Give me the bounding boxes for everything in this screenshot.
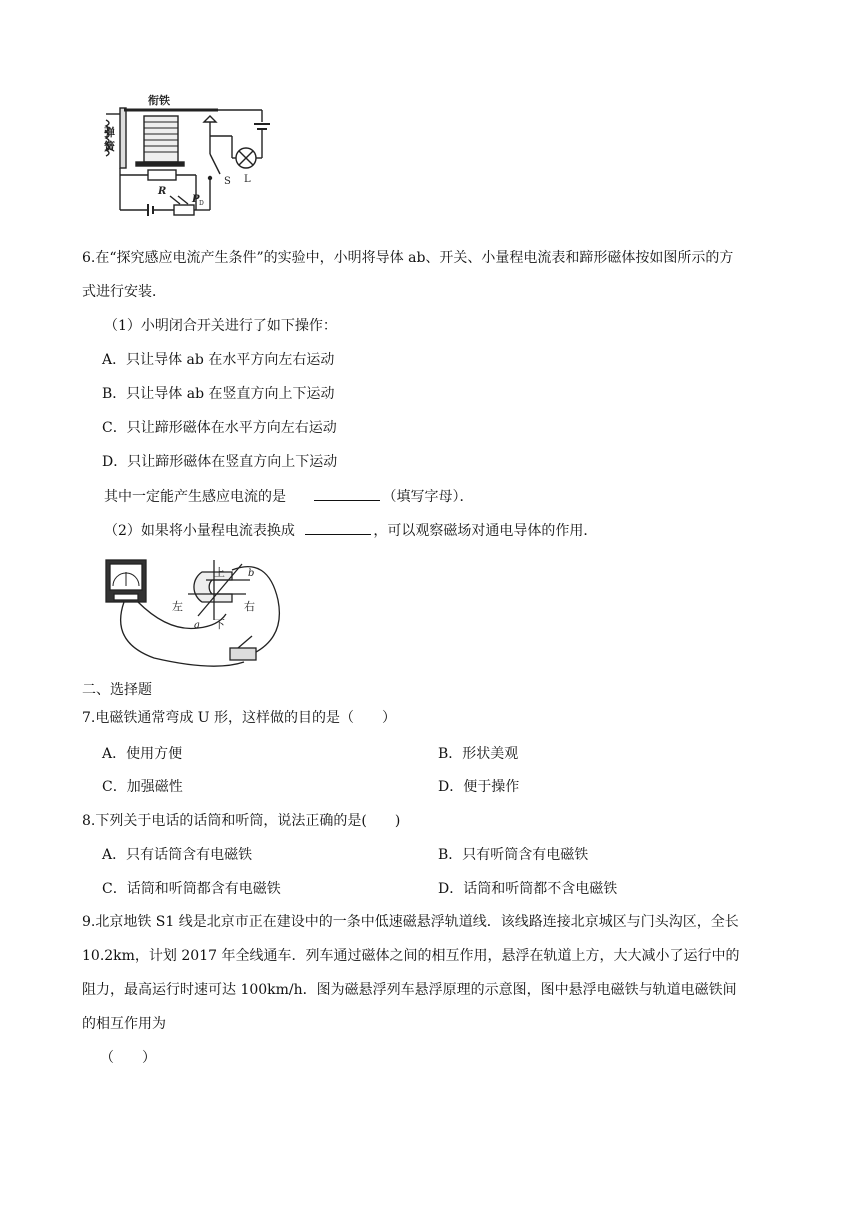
- q6-stem-line1: [82, 248, 733, 268]
- q6-number: 6.: [82, 250, 96, 266]
- q8-option-c[interactable]: C．话筒和听筒都含有电磁铁: [102, 881, 281, 897]
- armature-label: 衔铁: [148, 94, 170, 107]
- q7-stem: 7.电磁铁通常弯成 U 形，这样做的目的是（ ）: [82, 710, 397, 726]
- q8-option-b[interactable]: B．只有听筒含有电磁铁: [438, 847, 589, 863]
- direction-left-label: 左: [172, 600, 183, 613]
- photoresistor-label: P: [192, 194, 200, 205]
- q7-option-b[interactable]: B．形状美观: [438, 746, 519, 762]
- q7-option-c[interactable]: C．加强磁性: [102, 779, 183, 795]
- q8-option-d[interactable]: D．话筒和听筒都不含电磁铁: [438, 881, 618, 897]
- q6-answer-blank[interactable]: [314, 486, 380, 501]
- conductor-end-a: a: [194, 620, 200, 631]
- q6-part1: （1）小明闭合开关进行了如下操作：: [104, 318, 337, 334]
- section-title: 二、选择题: [82, 682, 152, 698]
- q6-answer-line: [104, 486, 473, 507]
- direction-right-label: 右: [244, 600, 255, 613]
- direction-down-label: 下: [214, 618, 225, 631]
- q6-part2-blank[interactable]: [305, 520, 371, 535]
- photoresistor-subscript: D: [199, 200, 204, 207]
- q6-part2-suffix: ，可以观察磁场对通电导体的作用．: [373, 523, 598, 539]
- q9-answer-bracket: （ ）: [100, 1050, 156, 1066]
- q6-option-d: D．只让蹄形磁体在竖直方向上下运动: [102, 454, 338, 470]
- q7-option-a[interactable]: A．使用方便: [102, 746, 183, 762]
- direction-up-label: 上: [214, 566, 225, 579]
- q6-answer-suffix: （填写字母）．: [382, 489, 474, 505]
- lamp-label: L: [244, 174, 251, 185]
- spring-label-2: 簧: [104, 140, 115, 153]
- q9-line4: 的相互作用为: [82, 1016, 166, 1032]
- q8-option-a[interactable]: A．只有话筒含有电磁铁: [102, 847, 253, 863]
- q6-text-line1: 在“探究感应电流产生条件”的实验中，小明将导体 ab、开关、小量程电流表和蹄形磁体按如图所示的方: [95, 250, 734, 266]
- q6-part2-line: [104, 520, 597, 541]
- induction-experiment-diagram: [102, 556, 302, 668]
- switch-label: S: [224, 176, 231, 187]
- q9-line3: 阻力，最高运行时速可达 100km/h．图为磁悬浮列车悬浮原理的示意图，图中悬浮电磁铁与轨道电磁铁间: [82, 982, 737, 998]
- q6-text-line2: 式进行安装．: [82, 284, 166, 300]
- q9-line1: 9.北京地铁 S1 线是北京市正在建设中的一条中低速磁悬浮轨道线．该线路连接北京城区与门头沟区，全长: [82, 914, 739, 930]
- spring-label-1: 弹: [104, 126, 115, 139]
- resistor-label: R: [158, 186, 167, 197]
- q7-option-d[interactable]: D．便于操作: [438, 779, 520, 795]
- q6-answer-prefix: 其中一定能产生感应电流的是: [104, 489, 286, 505]
- q6-option-a: A．只让导体 ab 在水平方向左右运动: [102, 352, 335, 368]
- conductor-end-b: b: [248, 568, 255, 579]
- q6-option-c: C．只让蹄形磁体在水平方向左右运动: [102, 420, 337, 436]
- relay-circuit-diagram: [100, 92, 280, 220]
- q6-part2-prefix: （2）如果将小量程电流表换成: [104, 523, 295, 539]
- q6-option-b: B．只让导体 ab 在竖直方向上下运动: [102, 386, 335, 402]
- q9-line2: 10.2km，计划 2017 年全线通车．列车通过磁体之间的相互作用，悬浮在轨道上方，大大减小了运行中的: [82, 948, 740, 964]
- q8-stem: 8.下列关于电话的话筒和听筒，说法正确的是( ): [82, 813, 401, 829]
